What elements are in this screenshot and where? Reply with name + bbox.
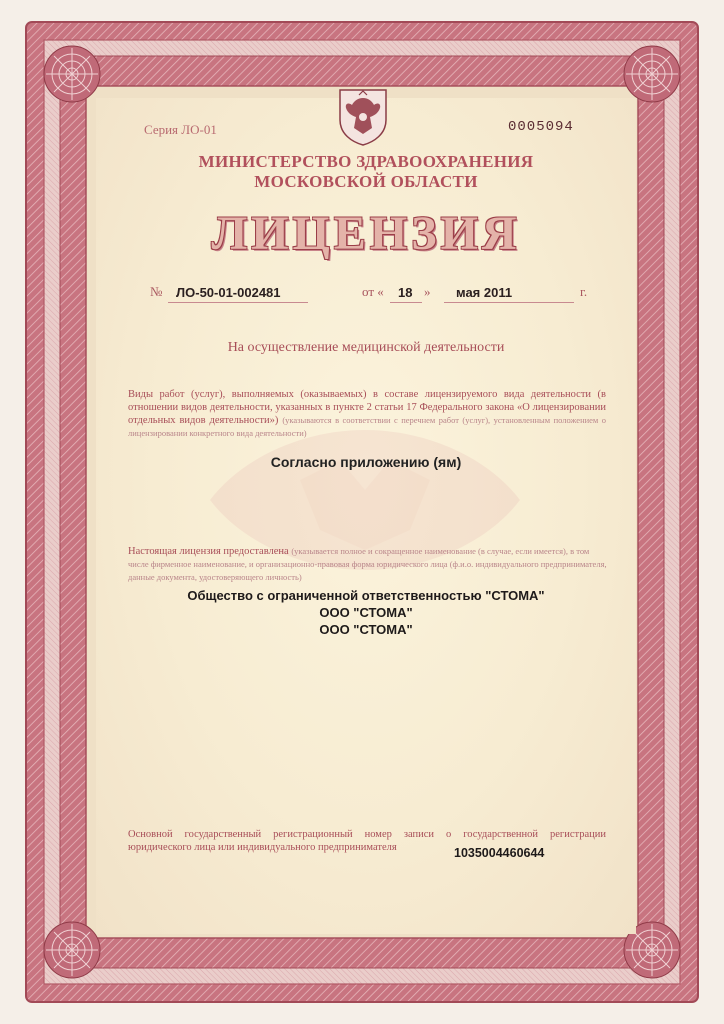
coat-of-arms-icon: [336, 84, 390, 146]
ogrn-value: 1035004460644: [454, 846, 545, 860]
activity-type: На осуществление медицинской деятельности: [227, 340, 505, 355]
license-number: ЛО-50-01-002481: [176, 285, 281, 300]
ministry-line-1: МИНИСТЕРСТВО ЗДРАВООХРАНЕНИЯ: [198, 152, 534, 171]
works-text: Виды работ (услуг), выполняемых (оказываемых) в составе лицензируемого вида деятельности (в отношении видов деятельности, указанных в пункте 2 статьи 17 Федерального закона «О лицензировании отдельных видов деятельности»): [128, 389, 606, 426]
license-day: 18: [398, 285, 413, 300]
organization-short-name-1: ООО "СТОМА": [319, 605, 413, 620]
date-from-label: от «: [362, 284, 384, 299]
year-suffix: г.: [580, 284, 588, 299]
day-underline: [390, 302, 422, 303]
according-to-appendix: Согласно приложению (ям): [270, 454, 462, 470]
ogrn-label: Основной государственный регистрационный номер записи о государственной регистрации юридического лица или индивидуального предпринимателя: [128, 829, 606, 853]
issued-note: (указывается полное и сокращенное наименование (в случае, если имеется), в том числе фирменное наименование, и организационно-правовая форма юридического лица (ф.и.о. индивидуального предпринимателя, данные документа, удостоверяющего личность): [128, 546, 607, 582]
ministry-line-2: МОСКОВСКОЙ ОБЛАСТИ: [254, 172, 478, 191]
issued-text: Настоящая лицензия предоставлена: [128, 546, 289, 557]
series-label: Серия: [144, 122, 179, 137]
series-code: ЛО-01: [181, 122, 217, 137]
form-number: 0005094: [508, 119, 574, 135]
license-month-year: мая 2011: [456, 285, 513, 300]
month-underline: [444, 302, 574, 303]
date-day-close: »: [424, 284, 431, 299]
number-label: №: [150, 284, 163, 299]
organization-short-name-2: ООО "СТОМА": [319, 622, 413, 637]
issued-to-description: [128, 545, 608, 584]
number-underline: [168, 302, 308, 303]
works-note: (указываются в соответствии с перечнем работ (услуг), установленным положением о лицензировании конкретного вида деятельности): [128, 415, 606, 438]
series-field: [144, 122, 217, 138]
ministry-heading: [96, 152, 636, 192]
organization-full-name: Общество с ограниченной ответственностью "СТОМА": [187, 588, 545, 603]
works-description: [128, 388, 606, 440]
guilloche-rosette-icon: [44, 46, 100, 102]
document-title: ЛИЦЕНЗИЯ: [211, 207, 521, 260]
